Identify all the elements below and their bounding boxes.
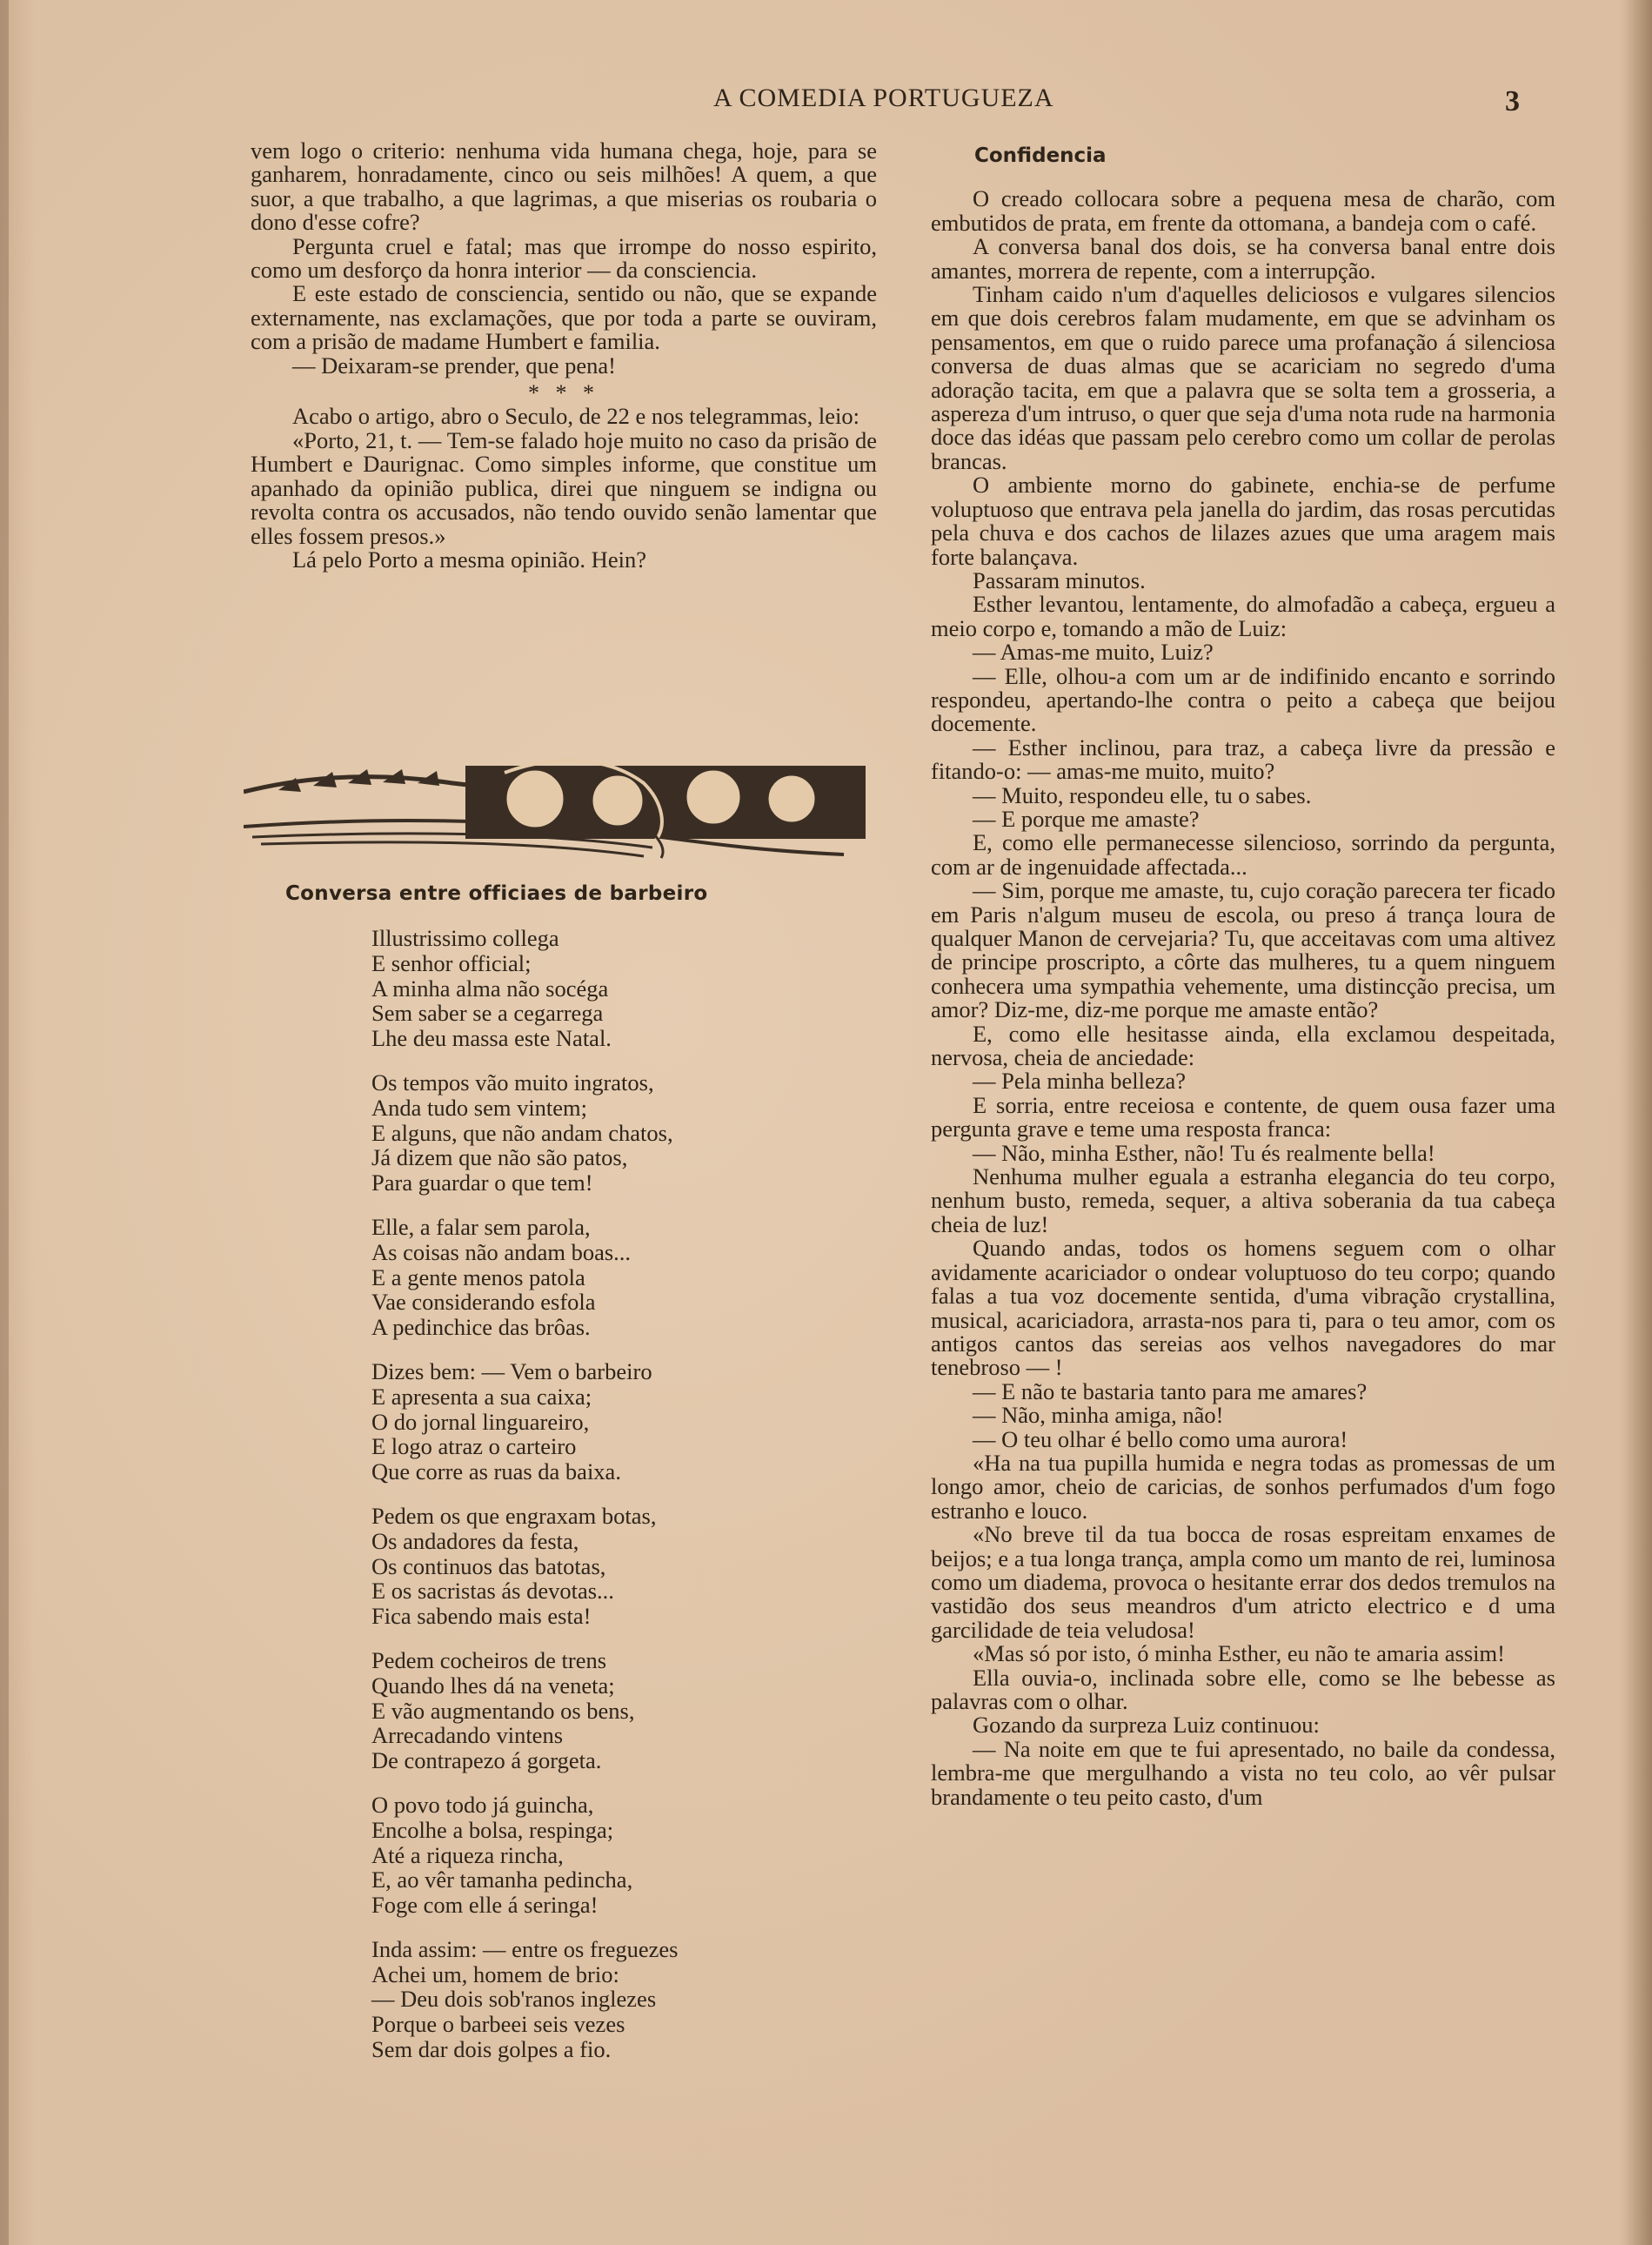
page-right-shadow <box>1626 0 1652 2245</box>
telegram-quote: «Porto, 21, t. — Tem-se falado hoje muito no caso da prisão de Humbert e Daurignac. Como simples informe, que constitue um apanhado da opinião publica, direi que ninguem se indigna ou revolta contra os accusados, não tendo ouvido senão lamentar que elles fossem presos.» <box>251 426 877 549</box>
poem-line: Os continuos das batotas, <box>371 1552 606 1579</box>
paragraph: — Esther inclinou, para traz, a cabeça livre da pressão e fitando-o: — amas-me muito, muito? <box>931 734 1555 785</box>
poem-line: Já dizem que não são patos, <box>371 1144 628 1171</box>
paragraph: E sorria, entre receiosa e contente, de quem ousa fazer uma pergunta grave e teme uma resposta franca: <box>931 1091 1555 1143</box>
poem-line: Pedem cocheiros de trens <box>371 1646 607 1673</box>
paragraph: Quando andas, todos os homens seguem com o olhar avidamente acariciador o ondear voluptuoso do teu corpo; quando falas a tua voz docemente sentida, d'uma vibração crystallina, musical, acariciadora, arrasta-nos para ti, para o teu amor, com os antigos cantos das sereias aos velhos navegadores do mar tenebroso — ! <box>931 1235 1555 1381</box>
poem-line: Foge com elle á seringa! <box>371 1892 599 1919</box>
poem-line: Sem saber se a cegarrega <box>371 1000 604 1027</box>
poem-line: Vae considerando esfola <box>371 1289 596 1316</box>
poem-stanza <box>371 926 789 1051</box>
poem-line: E logo atraz o carteiro <box>371 1433 577 1460</box>
paragraph: — Muito, respondeu elle, tu o sabes. <box>973 781 1312 808</box>
paragraph: «No breve til da tua bocca de rosas espreitam enxames de beijos; e a tua longa trança, ampla como um manto de rei, luminosa como um diadema, provoca o hesitante errar dos dedos tremulos na vastidão dos seus meandros d'um atricto electrico e d uma garcilidade de teia veludosa! <box>931 1521 1555 1643</box>
poem-line: E senhor official; <box>371 949 532 976</box>
poem-stanza <box>371 1070 789 1196</box>
poem-line: E apresenta a sua caixa; <box>371 1383 592 1410</box>
paragraph: E este estado de consciencia, sentido ou não, que se expande externamente, nas exclamações, que por toda a parte se ouviram, com a prisão de madame Humbert e familia. <box>251 280 877 355</box>
poem-title: Conversa entre officiaes de barbeiro <box>285 882 708 905</box>
poem-line: Achei um, homem de brio: <box>371 1960 619 1987</box>
poem-line: Quando lhes dá na veneta; <box>371 1672 615 1699</box>
poem-line: Fica sabendo mais esta! <box>371 1603 592 1630</box>
poem-line: E os sacristas ás devotas... <box>371 1578 614 1605</box>
right-column <box>931 144 1555 1809</box>
paragraph: «Mas só por isto, ó minha Esther, eu não te amaria assim! <box>973 1640 1505 1667</box>
paragraph: Passaram minutos. <box>973 566 1146 593</box>
paragraph: — Pela minha belleza? <box>973 1068 1187 1095</box>
poem-line: E vão augmentando os bens, <box>371 1697 635 1724</box>
poem-stanza <box>371 1793 789 1918</box>
poem-line: O do jornal linguareiro, <box>371 1408 590 1435</box>
poem-line: E, ao vêr tamanha pedincha, <box>371 1866 633 1893</box>
left-column <box>251 139 877 572</box>
paragraph: E, como elle hesitasse ainda, ella exclamou despeitada, nervosa, cheia de anciedade: <box>931 1020 1555 1071</box>
paragraph: A conversa banal dos dois, se ha conversa banal entre dois amantes, morrera de repente, com a interrupção. <box>931 233 1555 284</box>
paragraph: — E porque me amaste? <box>973 805 1200 832</box>
paragraph: vem logo o criterio: nenhuma vida humana chega, hoje, para se ganharem, honradamente, cinco ou seis milhões! A quem, a que suor, a que trabalho, a que lagrimas, a que miserias os roubaria o dono d'esse cofre? <box>251 137 877 236</box>
paragraph: — Sim, porque me amaste, tu, cujo coração parecera ter ficado em Paris n'algum museu de escola, ou preso á trança loura de qualquer Manon de cervejaria? Tu, que acceitavas com uma altivez de principe proscripto, a côrte das mulheres, tu a quem ninguem conhecera uma sympathia vehemente, uma distincção precisa, um amor? Diz-me, diz-me porque me amaste então? <box>931 877 1555 1023</box>
paragraph: — Não, minha Esther, não! Tu és realmente bella! <box>973 1139 1435 1166</box>
poem-line: Elle, a falar sem parola, <box>371 1213 591 1240</box>
poem-line: Sem dar dois golpes a fio. <box>371 2036 612 2063</box>
poem-line: De contrapezo á gorgeta. <box>371 1747 602 1774</box>
page-number: 3 <box>1505 85 1520 117</box>
poem-line: Arrecadando vintens <box>371 1722 564 1749</box>
paragraph: «Ha na tua pupilla humida e negra todas as promessas de um longo amor, cheio de caricias, de sonhos perfumados d'um fogo estranho e louco. <box>931 1449 1555 1524</box>
poem-line: Illustrissimo collega <box>371 925 559 951</box>
paragraph: — Não, minha amiga, não! <box>973 1402 1224 1429</box>
section-stars: * * * <box>528 380 599 406</box>
paragraph: — Elle, olhou-a com um ar de indifinido encanto e sorrindo respondeu, apertando-lhe contra o peito a cabeça que beijou docemente. <box>931 662 1555 737</box>
poem-line: Os andadores da festa, <box>371 1527 579 1554</box>
poem-line: Que corre as ruas da baixa. <box>371 1458 621 1485</box>
paragraph: Gozando da surpreza Luiz continuou: <box>973 1712 1320 1739</box>
paragraph: E, como elle permanecesse silencioso, sorrindo da pergunta, com ar de ingenuidade affectada... <box>931 829 1555 880</box>
poem-line: Encolhe a bolsa, respinga; <box>371 1816 614 1843</box>
paragraph: — Amas-me muito, Luiz? <box>973 639 1214 666</box>
paragraph: — Na noite em que te fui apresentado, no baile da condessa, lembra-me que mergulhando a vista no teu colo, ao vêr pulsar brandamente o teu peito casto, d'um <box>931 1735 1555 1810</box>
paragraph: — O teu olhar é bello como uma aurora! <box>973 1425 1348 1452</box>
paragraph: O ambiente morno do gabinete, enchia-se de perfume voluptuoso que entrava pela janella do jardim, das rosas percutidas pela chuva e dos cachos de lilazes azues que uma aragem mais forte balançava. <box>931 472 1555 570</box>
poem-line: Pedem os que engraxam botas, <box>371 1502 657 1529</box>
poem-line: Porque o barbeei seis vezes <box>371 2011 625 2038</box>
poem-stanza <box>371 1215 789 1340</box>
page-edge-shadow <box>0 0 9 2245</box>
poem-line: Até a riqueza rincha, <box>371 1841 564 1868</box>
story-title: Confidencia <box>974 144 1107 167</box>
paragraph: Pergunta cruel e fatal; mas que irrompe do nosso espirito, como um desforço da honra interior — da consciencia. <box>251 232 877 284</box>
paragraph: Nenhuma mulher eguala a estranha elegancia do teu corpo, nenhum busto, remeda, sequer, a altiva soberania da tua cabeça cheia de luz! <box>931 1163 1555 1237</box>
paragraph: Ella ouvia-o, inclinada sobre elle, como se lhe bebesse as palavras com o olhar. <box>931 1664 1555 1714</box>
paragraph: — Deixaram-se prender, que pena! <box>292 352 616 379</box>
poem-line: Dizes bem: — Vem o barbeiro <box>371 1357 652 1384</box>
poem-line: As coisas não andam boas... <box>371 1238 632 1265</box>
paragraph: O creado collocara sobre a pequena mesa de charão, com embutidos de prata, em frente da ottomana, a bandeja com o café. <box>931 185 1555 236</box>
poem-line: E a gente menos patola <box>371 1263 585 1290</box>
poem-stanza <box>371 1359 789 1484</box>
poem-line: A pedinchice das brôas. <box>371 1314 591 1341</box>
running-title: A COMEDIA PORTUGUEZA <box>713 84 1054 112</box>
poem-line: — Deu dois sob'ranos inglezes <box>371 1986 657 2013</box>
poem <box>371 926 789 2081</box>
poem-line: A minha alma não socéga <box>371 975 609 1002</box>
poem-line: Lhe deu massa este Natal. <box>371 1025 612 1052</box>
poem-line: Para guardar o que tem! <box>371 1169 593 1196</box>
paragraph: Acabo o artigo, abro o Seculo, de 22 e nos telegrammas, leio: <box>292 403 860 430</box>
poem-line: Anda tudo sem vintem; <box>371 1094 588 1121</box>
floral-ornament <box>244 757 872 863</box>
poem-line: E alguns, que não andam chatos, <box>371 1119 673 1146</box>
poem-stanza <box>371 1504 789 1629</box>
poem-stanza <box>371 1648 789 1773</box>
paragraph: — E não te bastaria tanto para me amares? <box>973 1377 1368 1404</box>
paragraph: Tinham caido n'um d'aquelles deliciosos e vulgares silencios em que dois cerebros falam mudamente, em que se advinham os pensamentos, em que o ruido parece uma profanação á silenciosa conversa de duas almas que se acariciam no segredo d'uma adoração tacita, em que a palavra que se solta tem a grosseria, a aspereza d'um intruso, o quer que seja d'uma nota rude na harmonia doce das idéas que passam pelo cerebro como um collar de perolas brancas. <box>931 281 1555 474</box>
paragraph: Lá pelo Porto a mesma opinião. Hein? <box>292 546 646 573</box>
poem-line: Os tempos vão muito ingratos, <box>371 1069 654 1096</box>
paragraph: Esther levantou, lentamente, do almofadão a cabeça, ergueu a meio corpo e, tomando a mão de Luiz: <box>931 591 1555 641</box>
poem-line: Inda assim: — entre os freguezes <box>371 1935 679 1962</box>
poem-stanza <box>371 1937 789 2062</box>
poem-line: O povo todo já guincha, <box>371 1791 594 1818</box>
